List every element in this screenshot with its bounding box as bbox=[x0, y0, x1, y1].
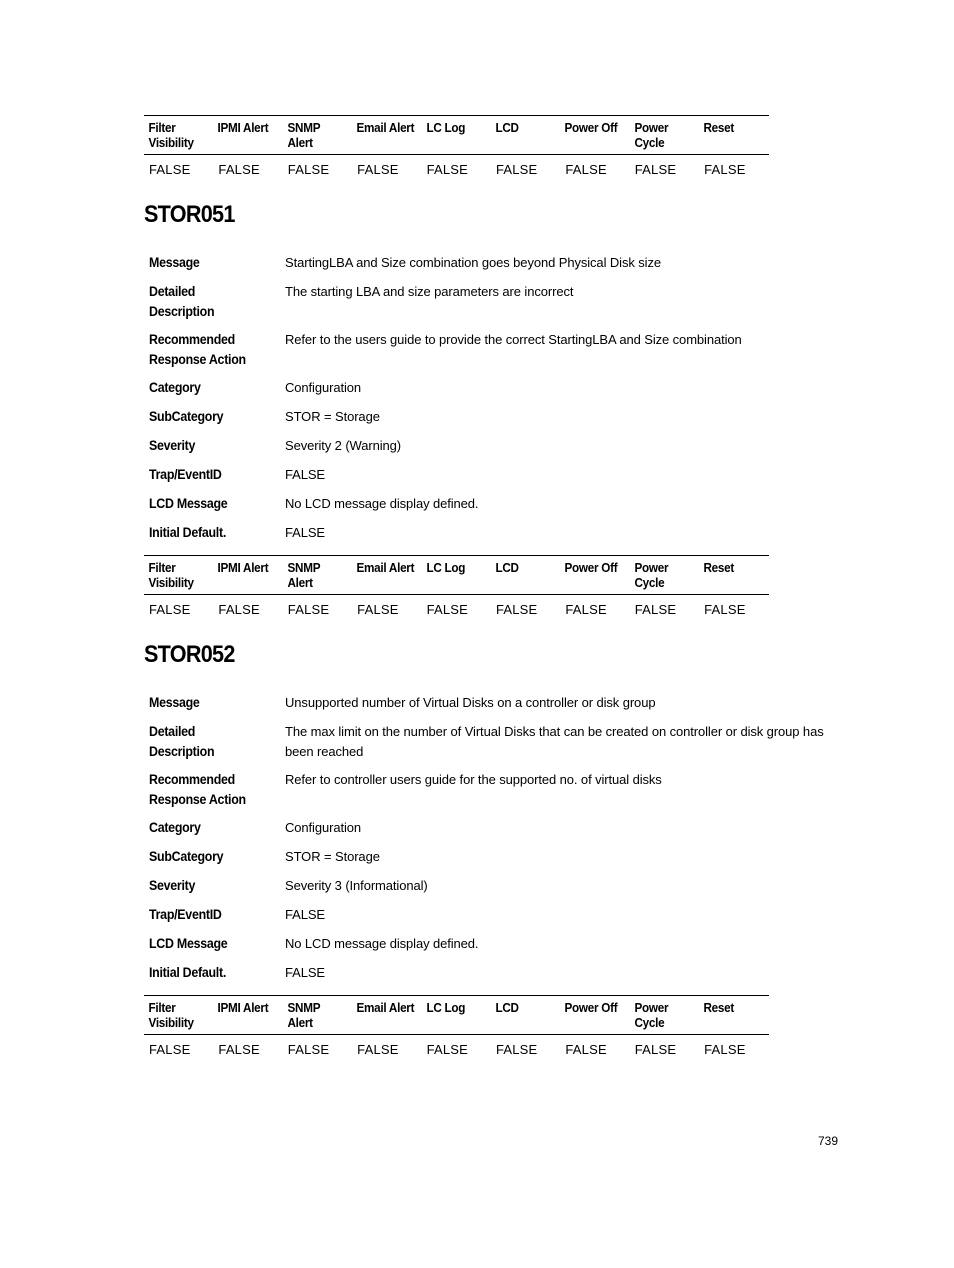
cell-power-off: FALSE bbox=[565, 1041, 607, 1057]
cell-power-cycle: FALSE bbox=[634, 601, 677, 617]
cell-lc-log: FALSE bbox=[426, 161, 469, 177]
detail-label: Initial Default. bbox=[149, 965, 227, 980]
col-ipmi-alert: IPMI Alert bbox=[217, 1000, 269, 1015]
filter-table-header bbox=[144, 996, 769, 1035]
detail-value: FALSE bbox=[285, 965, 325, 980]
detail-row bbox=[149, 436, 849, 465]
detail-label: Severity bbox=[149, 438, 196, 453]
detail-value: The max limit on the number of Virtual Disks that can be created on controller or disk group has been reached bbox=[285, 724, 824, 759]
cell-lcd: FALSE bbox=[495, 1041, 538, 1057]
cell-ipmi-alert: FALSE bbox=[218, 161, 260, 177]
detail-value: Refer to the users guide to provide the correct StartingLBA and Size combination bbox=[285, 332, 742, 347]
col-email-alert: Email Alert bbox=[356, 560, 415, 575]
col-reset: Reset bbox=[703, 120, 735, 135]
col-reset: Reset bbox=[703, 1000, 735, 1015]
filter-table-row bbox=[144, 155, 769, 185]
detail-value: FALSE bbox=[285, 907, 325, 922]
cell-email-alert: FALSE bbox=[357, 1041, 399, 1057]
detail-label: SubCategory bbox=[149, 409, 224, 424]
details-stor052 bbox=[149, 693, 849, 992]
detail-row bbox=[149, 770, 849, 818]
col-lc-log: LC Log bbox=[426, 560, 465, 575]
col-snmp-alert: SNMP Alert bbox=[287, 120, 320, 150]
cell-snmp-alert: FALSE bbox=[287, 161, 330, 177]
filter-table-row bbox=[144, 595, 769, 625]
col-lc-log: LC Log bbox=[426, 120, 465, 135]
detail-row bbox=[149, 876, 849, 905]
detail-row bbox=[149, 693, 849, 722]
detail-label: SubCategory bbox=[149, 849, 224, 864]
cell-filter-visibility: FALSE bbox=[149, 601, 191, 617]
cell-lc-log: FALSE bbox=[426, 601, 469, 617]
detail-label: Category bbox=[149, 820, 201, 835]
col-snmp-alert: SNMP Alert bbox=[287, 1000, 320, 1030]
detail-row bbox=[149, 494, 849, 523]
cell-ipmi-alert: FALSE bbox=[218, 601, 260, 617]
cell-reset: FALSE bbox=[704, 161, 746, 177]
detail-row bbox=[149, 253, 849, 282]
detail-label: Detailed Description bbox=[149, 284, 215, 319]
detail-label: Severity bbox=[149, 878, 196, 893]
detail-value: No LCD message display defined. bbox=[285, 936, 479, 951]
detail-value: Configuration bbox=[285, 820, 362, 835]
col-filter-visibility: Filter Visibility bbox=[148, 560, 194, 590]
detail-row bbox=[149, 818, 849, 847]
cell-power-cycle: FALSE bbox=[634, 1041, 677, 1057]
section-heading-stor052: STOR052 bbox=[144, 641, 235, 668]
detail-value: StartingLBA and Size combination goes beyond Physical Disk size bbox=[285, 255, 661, 270]
filter-table-top bbox=[144, 115, 769, 185]
detail-row bbox=[149, 378, 849, 407]
detail-row bbox=[149, 407, 849, 436]
cell-snmp-alert: FALSE bbox=[287, 1041, 330, 1057]
cell-ipmi-alert: FALSE bbox=[218, 1041, 260, 1057]
cell-reset: FALSE bbox=[704, 601, 746, 617]
col-lcd: LCD bbox=[495, 1000, 519, 1015]
detail-value: Severity 3 (Informational) bbox=[285, 878, 428, 893]
detail-value: No LCD message display defined. bbox=[285, 496, 479, 511]
cell-filter-visibility: FALSE bbox=[149, 1041, 191, 1057]
detail-label: Trap/EventID bbox=[149, 907, 222, 922]
col-power-off: Power Off bbox=[564, 560, 618, 575]
col-ipmi-alert: IPMI Alert bbox=[217, 560, 269, 575]
detail-value: The starting LBA and size parameters are incorrect bbox=[285, 284, 574, 299]
col-lcd: LCD bbox=[495, 560, 519, 575]
cell-lcd: FALSE bbox=[495, 601, 538, 617]
detail-value: FALSE bbox=[285, 525, 325, 540]
detail-row bbox=[149, 330, 849, 378]
detail-row bbox=[149, 282, 849, 330]
detail-value: STOR = Storage bbox=[285, 849, 380, 864]
detail-value: Severity 2 (Warning) bbox=[285, 438, 401, 453]
cell-power-cycle: FALSE bbox=[634, 161, 677, 177]
col-ipmi-alert: IPMI Alert bbox=[217, 120, 269, 135]
cell-filter-visibility: FALSE bbox=[149, 161, 191, 177]
detail-label: Message bbox=[149, 255, 200, 270]
detail-row bbox=[149, 722, 849, 770]
cell-lc-log: FALSE bbox=[426, 1041, 469, 1057]
cell-email-alert: FALSE bbox=[357, 161, 399, 177]
detail-label: Detailed Description bbox=[149, 724, 215, 759]
detail-row bbox=[149, 847, 849, 876]
detail-value: STOR = Storage bbox=[285, 409, 380, 424]
cell-power-off: FALSE bbox=[565, 161, 607, 177]
detail-value: Refer to controller users guide for the supported no. of virtual disks bbox=[285, 772, 662, 787]
detail-label: Trap/EventID bbox=[149, 467, 222, 482]
detail-label: Initial Default. bbox=[149, 525, 227, 540]
filter-table-stor052 bbox=[144, 995, 769, 1065]
page-number: 739 bbox=[818, 1134, 839, 1148]
col-email-alert: Email Alert bbox=[356, 1000, 415, 1015]
cell-snmp-alert: FALSE bbox=[287, 601, 330, 617]
filter-table-header bbox=[144, 556, 769, 595]
detail-row bbox=[149, 934, 849, 963]
filter-table-row bbox=[144, 1035, 769, 1065]
section-heading-stor051: STOR051 bbox=[144, 201, 235, 228]
filter-table-header bbox=[144, 116, 769, 155]
col-email-alert: Email Alert bbox=[356, 120, 415, 135]
col-snmp-alert: SNMP Alert bbox=[287, 560, 320, 590]
col-power-cycle: Power Cycle bbox=[634, 1000, 668, 1030]
details-stor051 bbox=[149, 253, 849, 552]
col-power-cycle: Power Cycle bbox=[634, 120, 668, 150]
cell-lcd: FALSE bbox=[495, 161, 538, 177]
detail-label: LCD Message bbox=[149, 936, 228, 951]
detail-row bbox=[149, 963, 849, 992]
col-lc-log: LC Log bbox=[426, 1000, 465, 1015]
col-power-off: Power Off bbox=[564, 1000, 618, 1015]
col-filter-visibility: Filter Visibility bbox=[148, 1000, 194, 1030]
detail-label: Category bbox=[149, 380, 201, 395]
detail-row bbox=[149, 523, 849, 552]
detail-row bbox=[149, 905, 849, 934]
filter-table-stor051 bbox=[144, 555, 769, 625]
col-power-cycle: Power Cycle bbox=[634, 560, 668, 590]
col-lcd: LCD bbox=[495, 120, 519, 135]
cell-power-off: FALSE bbox=[565, 601, 607, 617]
cell-reset: FALSE bbox=[704, 1041, 746, 1057]
col-reset: Reset bbox=[703, 560, 735, 575]
detail-value: Unsupported number of Virtual Disks on a controller or disk group bbox=[285, 695, 656, 710]
col-filter-visibility: Filter Visibility bbox=[148, 120, 194, 150]
cell-email-alert: FALSE bbox=[357, 601, 399, 617]
detail-label: Message bbox=[149, 695, 200, 710]
detail-label: Recommended Response Action bbox=[149, 332, 246, 367]
detail-value: Configuration bbox=[285, 380, 362, 395]
detail-label: Recommended Response Action bbox=[149, 772, 246, 807]
detail-value: FALSE bbox=[285, 467, 325, 482]
col-power-off: Power Off bbox=[564, 120, 618, 135]
detail-row bbox=[149, 465, 849, 494]
detail-label: LCD Message bbox=[149, 496, 228, 511]
